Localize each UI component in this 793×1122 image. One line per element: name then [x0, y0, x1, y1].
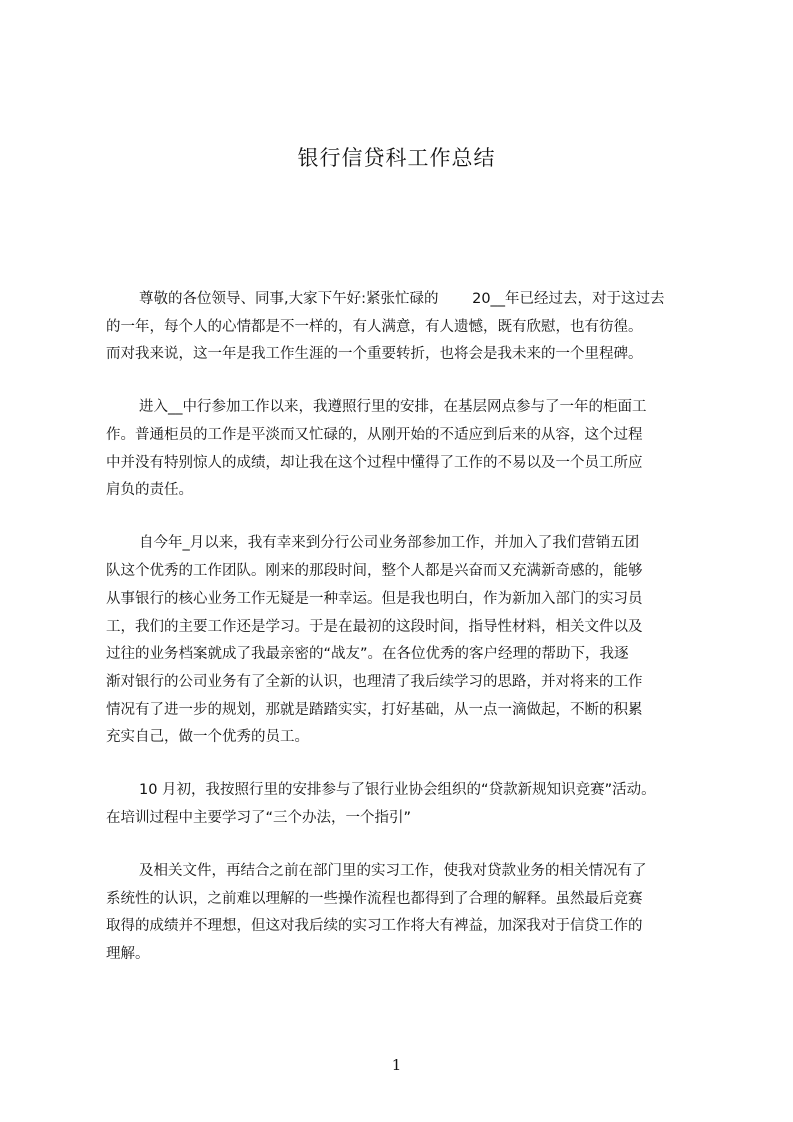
paragraph-2-line-3: 中并没有特别惊人的成绩，却让我在这个过程中懂得了工作的不易以及一个员工所应: [106, 455, 643, 471]
paragraph-2-line-4: 肩负的责任。: [106, 482, 193, 498]
paragraph-3-line-7: 情况有了进一步的规划，那就是踏踏实实，打好基础，从一点一滴做起，不断的积累: [106, 702, 643, 718]
paragraph-3-line-3: 从事银行的核心业务工作无疑是一种幸运。但是我也明白，作为新加入部门的实习员: [106, 591, 643, 607]
paragraph-3-line-4: 工，我们的主要工作还是学习。于是在最初的这段时间，指导性材料，相关文件以及: [106, 619, 643, 635]
paragraph-4-line-2: 在培训过程中主要学习了“三个办法，一个指引”: [106, 810, 412, 826]
paragraph-2-line-1: 进入__中行参加工作以来，我遵照行里的安排，在基层网点参与了一年的柜面工: [139, 399, 647, 415]
paragraph-5-line-1: 及相关文件，再结合之前在部门里的实习工作，使我对贷款业务的相关情况有了: [139, 863, 647, 879]
paragraph-4-line-1: 10 月初，我按照行里的安排参与了银行业协会组织的“贷款新规知识竞赛”活动。: [139, 782, 656, 798]
paragraph-3-line-8: 充实自己，做一个优秀的员工。: [106, 729, 309, 745]
paragraph-1-line-2: 的一年，每个人的心情都是不一样的，有人满意，有人遗憾，既有欣慰，也有彷徨。: [106, 319, 643, 335]
paragraph-5-line-2: 系统性的认识，之前难以理解的一些操作流程也都得到了合理的解释。虽然最后竞赛: [106, 891, 643, 907]
paragraph-2-line-2: 作。普通柜员的工作是平淡而又忙碌的，从刚开始的不适应到后来的从容，这个过程: [106, 427, 643, 443]
paragraph-5-line-4: 理解。: [106, 946, 150, 962]
page-number: 1: [391, 1056, 402, 1074]
paragraph-1-line-3: 而对我来说，这一年是我工作生涯的一个重要转折，也将会是我未来的一个里程碑。: [106, 346, 643, 362]
paragraph-3-line-6: 渐对银行的公司业务有了全新的认识，也理清了我后续学习的思路，并对将来的工作: [106, 674, 643, 690]
document-title: 银行信贷科工作总结: [297, 146, 496, 170]
paragraph-3-line-5: 过往的业务档案就成了我最亲密的“战友”。在各位优秀的客户经理的帮助下，我逐: [106, 646, 629, 662]
paragraph-5-line-3: 取得的成绩并不理想，但这对我后续的实习工作将大有裨益，加深我对于信贷工作的: [106, 918, 643, 934]
paragraph-1-line-1: 尊敬的各位领导、同事,大家下午好:紧张忙碌的 20__年已经过去，对于这过去: [139, 291, 665, 307]
paragraph-3-line-2: 队这个优秀的工作团队。刚来的那段时间，整个人都是兴奋而又充满新奇感的，能够: [106, 563, 643, 579]
paragraph-3-line-1: 自今年_月以来，我有幸来到分行公司业务部参加工作，并加入了我们营销五团: [139, 535, 640, 551]
